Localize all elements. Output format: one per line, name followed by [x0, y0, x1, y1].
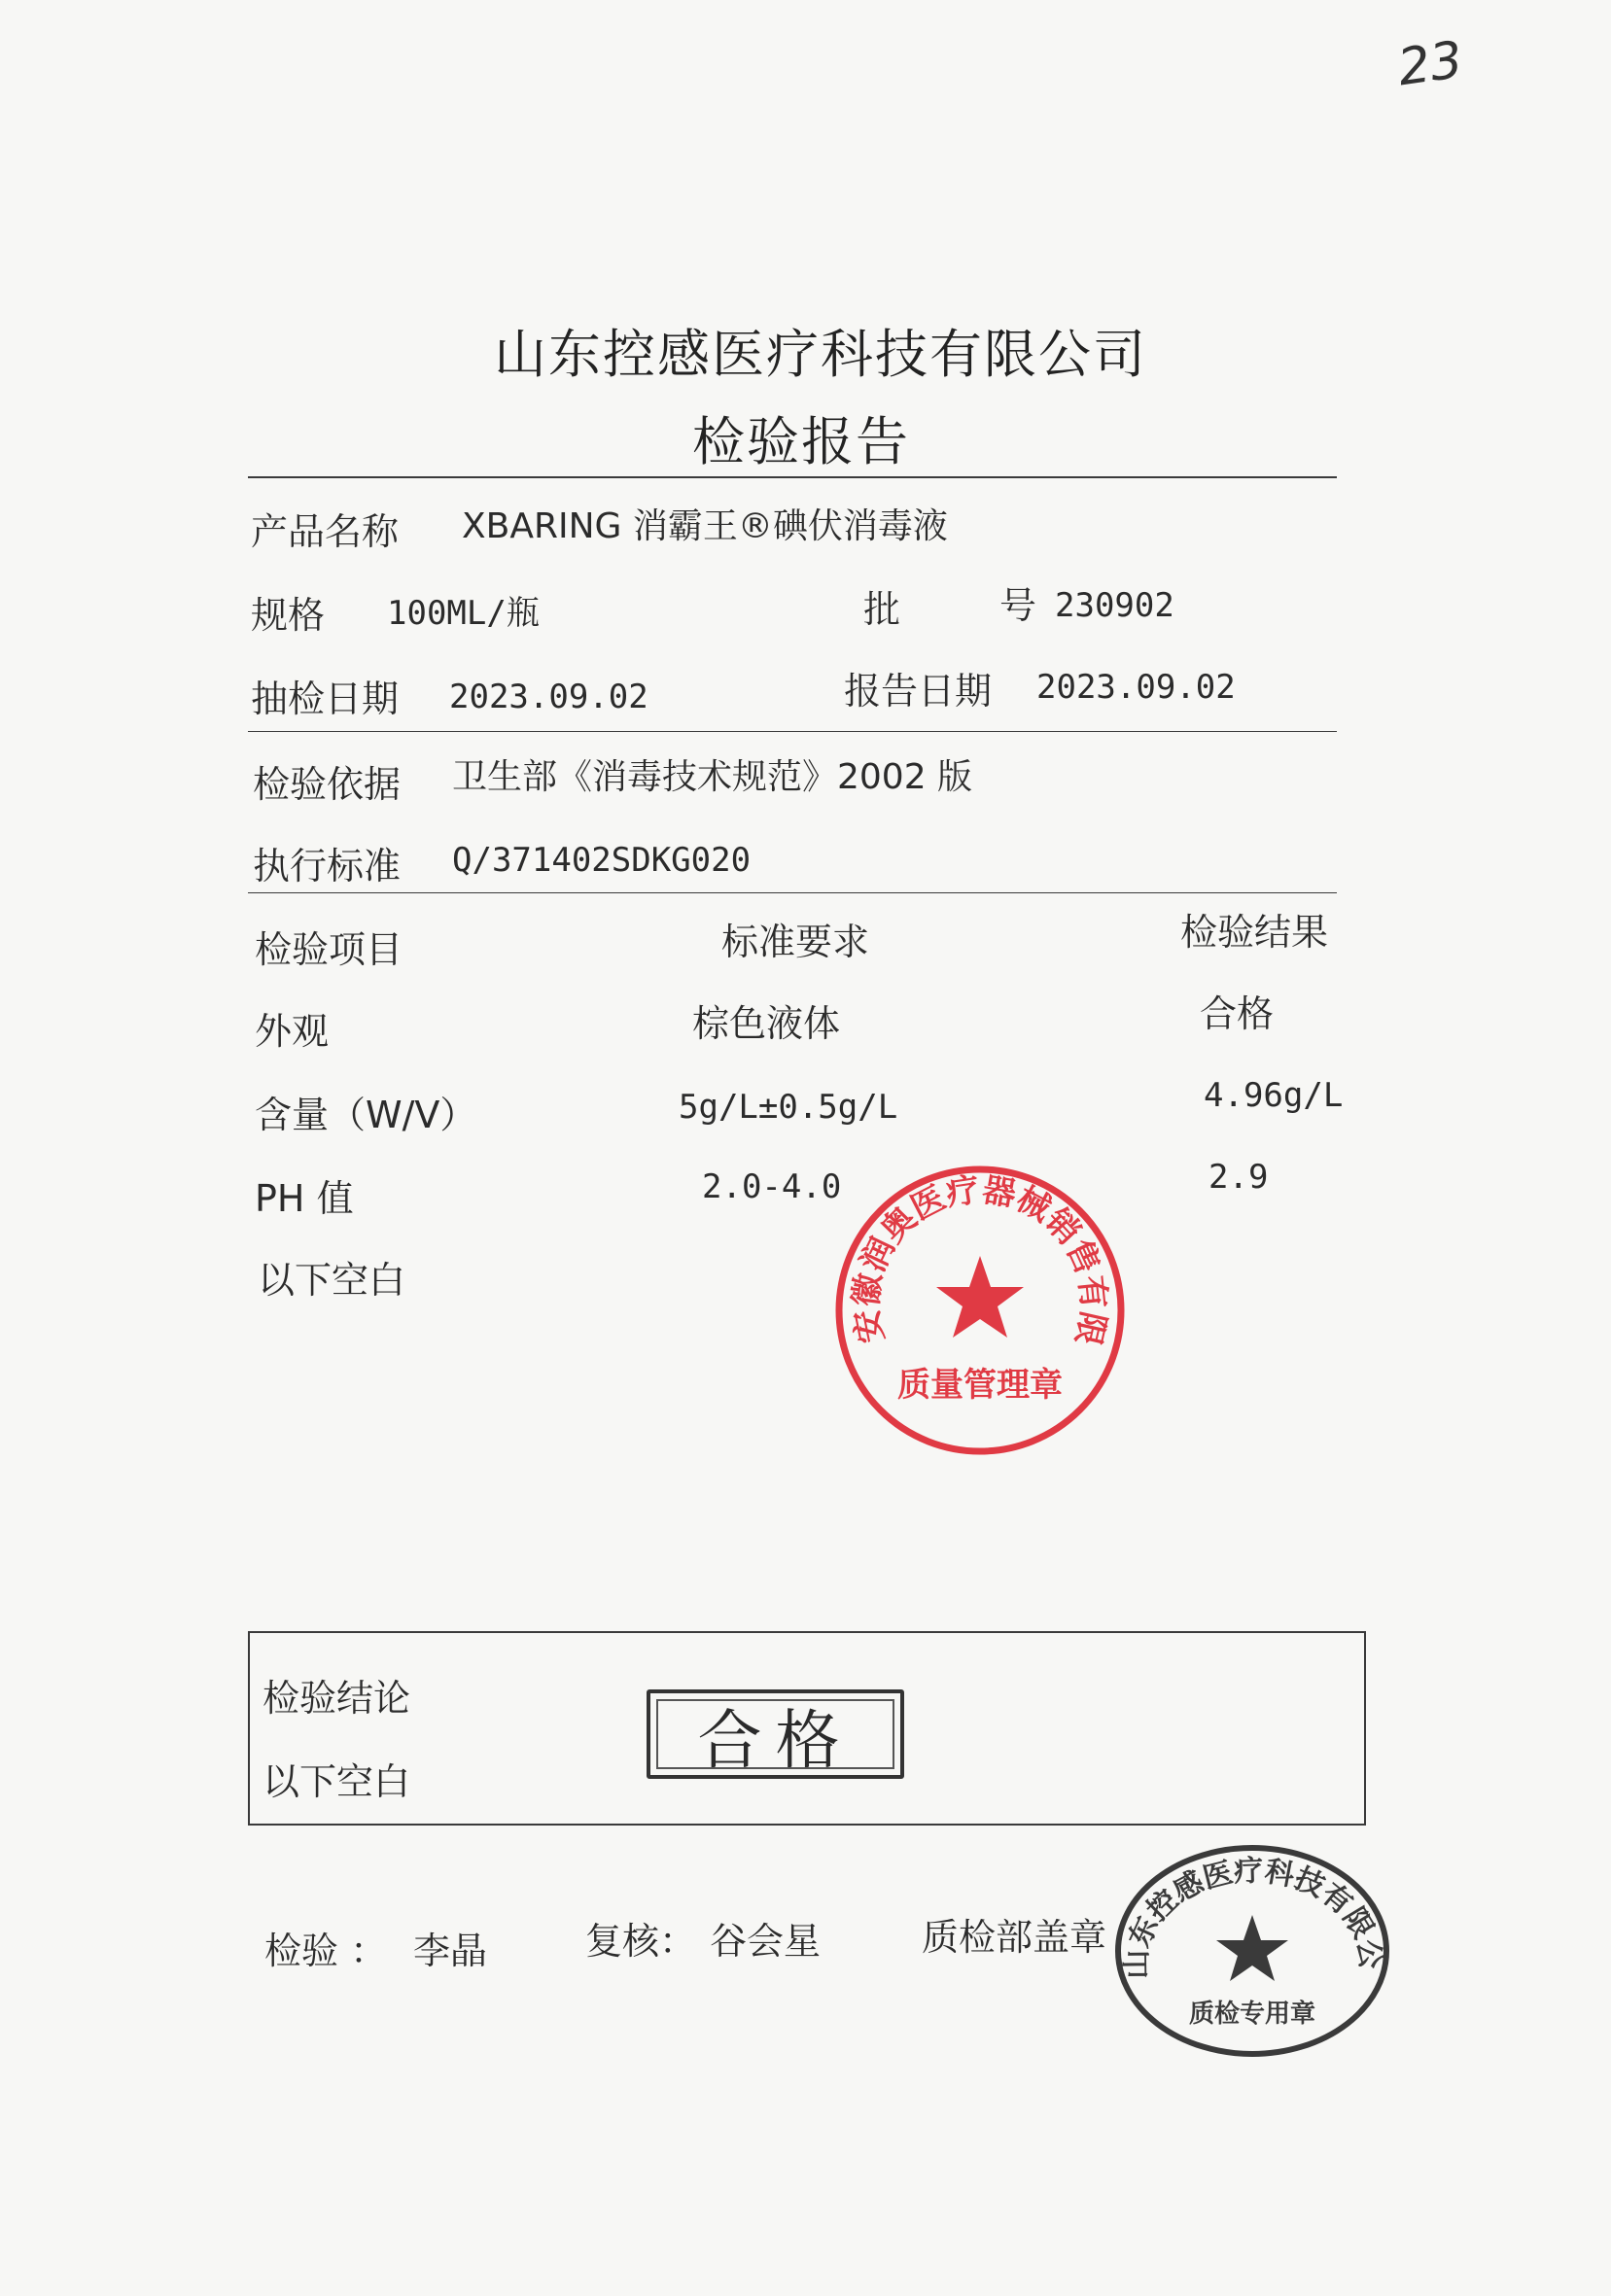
product-divider [248, 731, 1337, 732]
batch-value: 230902 [1055, 586, 1174, 625]
company-name: 山东控感医疗科技有限公司 [494, 324, 1147, 385]
batch-label-2: 号 [999, 584, 1037, 627]
table-row-0-requirement: 棕色液体 [692, 1002, 841, 1045]
conclusion-label: 检验结论 [263, 1677, 411, 1720]
pass-stamp: 合格 [647, 1689, 904, 1779]
qc-seal-ring-text: 山东控感医疗科技有限公司 [1097, 1813, 1388, 1979]
reviewer-label: 复核： [585, 1920, 697, 1963]
inspector-label: 检验 ： [264, 1930, 388, 1972]
handwritten-page-number: 23 [1394, 30, 1467, 98]
qc-seal-bottom-text: 质检专用章 [1188, 2000, 1316, 2029]
spec-value: 100ML/瓶 [387, 594, 540, 633]
table-row-0-item: 外观 [255, 1010, 330, 1053]
table-header-item: 检验项目 [255, 928, 403, 971]
table-header-requirement: 标准要求 [721, 921, 870, 963]
basis-value: 卫生部《消毒技术规范》2002 版 [452, 757, 973, 797]
batch-label-1: 批 [863, 588, 901, 631]
red-company-seal [813, 1132, 1131, 1464]
table-row-1-item: 含量（W/V） [255, 1094, 477, 1136]
basis-label: 检验依据 [253, 763, 402, 806]
red-seal-star-icon [936, 1256, 1024, 1338]
product-name-label: 产品名称 [251, 510, 400, 553]
sample-date-label: 抽检日期 [251, 678, 400, 720]
table-blank-note: 以下空白 [258, 1259, 406, 1302]
product-name-value: XBARING 消霸王®碘伏消毒液 [462, 506, 948, 546]
report-title: 检验报告 [692, 411, 910, 472]
qc-dept-label: 质检部盖章 [922, 1916, 1107, 1959]
table-row-2-requirement: 2.0-4.0 [702, 1167, 842, 1206]
spec-label: 规格 [251, 594, 326, 637]
table-row-1-requirement: 5g/L±0.5g/L [679, 1088, 898, 1127]
red-seal-bottom-text: 质量管理章 [897, 1366, 1063, 1405]
standard-label: 执行标准 [253, 845, 402, 887]
table-row-2-result: 2.9 [1208, 1158, 1269, 1197]
reviewer-name: 谷会星 [710, 1920, 822, 1963]
report-date-label: 报告日期 [844, 670, 993, 713]
sample-date-value: 2023.09.02 [449, 678, 648, 716]
red-seal-ring-text: 安徽润奥医疗器械销售有限公司 [813, 1132, 1113, 1349]
header-divider [248, 476, 1337, 478]
conclusion-blank-note: 以下空白 [263, 1760, 411, 1803]
basis-divider [248, 892, 1337, 893]
report-date-value: 2023.09.02 [1036, 668, 1236, 707]
standard-value: Q/371402SDKG020 [452, 841, 752, 880]
qc-department-seal [1097, 1813, 1393, 2063]
table-row-2-item: PH 值 [255, 1177, 354, 1220]
qc-seal-star-icon [1216, 1915, 1288, 1981]
table-header-result: 检验结果 [1180, 911, 1329, 954]
inspector-name: 李晶 [413, 1930, 488, 1972]
table-row-1-result: 4.96g/L [1204, 1076, 1344, 1115]
table-row-0-result: 合格 [1200, 992, 1275, 1035]
